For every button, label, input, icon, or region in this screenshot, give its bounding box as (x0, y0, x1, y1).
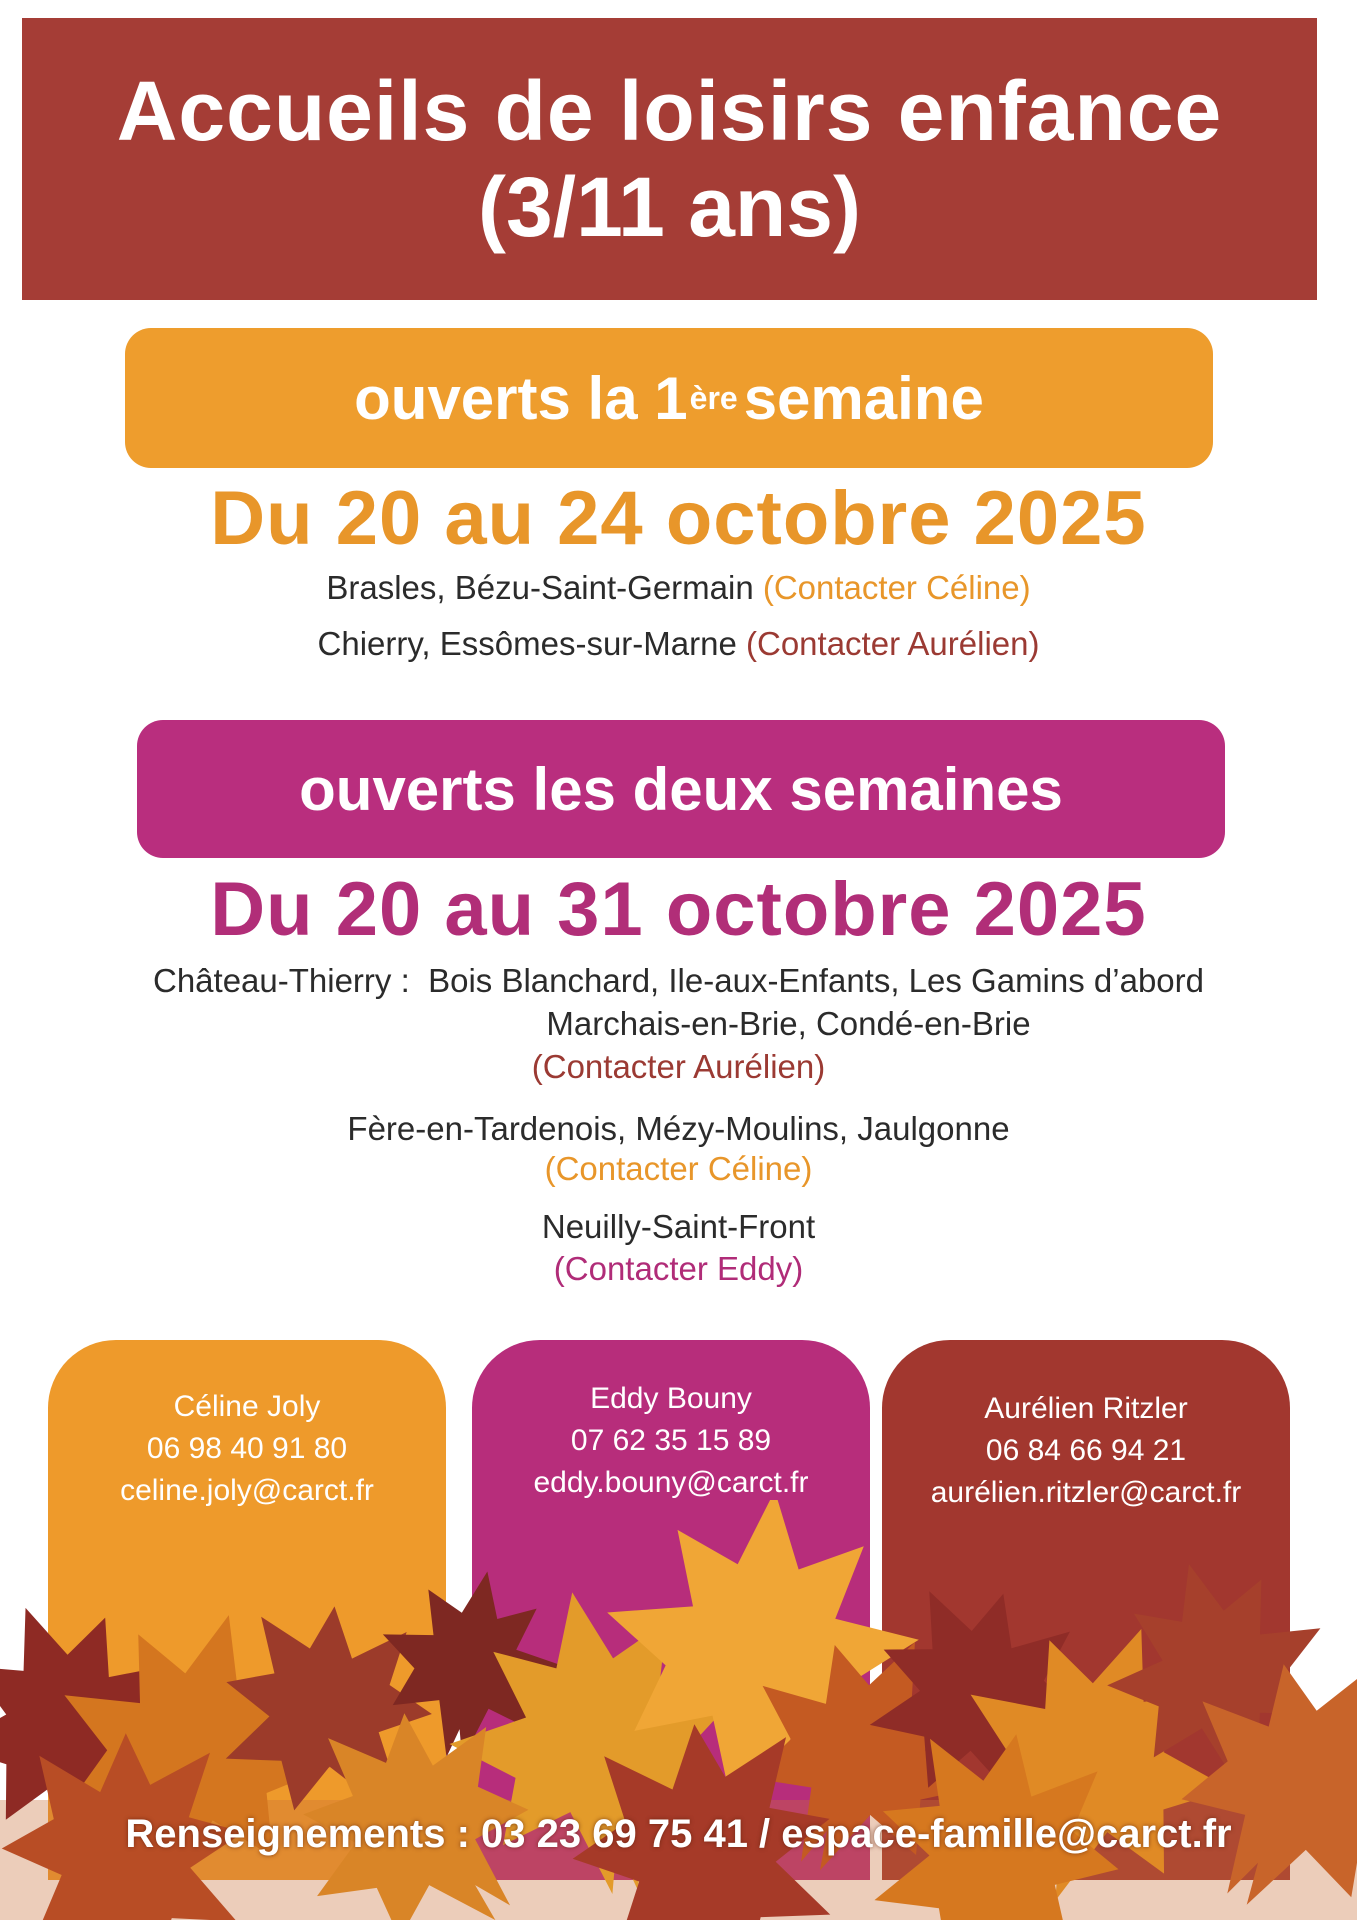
week1-row-1 (0, 569, 1357, 607)
contact-phone: 06 84 66 94 21 (985, 1434, 1187, 1467)
weeks2-group-3-contact: (Contacter Eddy) (553, 1250, 804, 1287)
autumn-leaves-illustration (0, 1500, 1357, 1920)
title-banner (22, 18, 1317, 300)
contact-celine-note: (Contacter Céline) (762, 569, 1031, 606)
towns-text: Brasles, Bézu-Saint-Germain (326, 569, 754, 606)
contact-aurelien-note: (Contacter Aurélien) (746, 625, 1040, 662)
contact-phone: 06 98 40 91 80 (146, 1432, 348, 1465)
footer-info: Renseignements : 03 23 69 75 41 / espace-famille@carct.fr (125, 1812, 1232, 1856)
weeks2-group-2-line1: Fère-en-Tardenois, Mézy-Moulins, Jaulgonne (347, 1110, 1010, 1147)
leaf-cluster (0, 1500, 1357, 1920)
weeks2-label-pill: ouverts les deux semaines (137, 720, 1225, 858)
weeks2-dates: Du 20 au 31 octobre 2025 (210, 867, 1147, 952)
week1-dates: Du 20 au 24 octobre 2025 (210, 476, 1147, 561)
week1-label-pill (125, 328, 1213, 468)
group-prefix: Château-Thierry : (152, 962, 410, 999)
weeks2-group-1-line1 (0, 962, 1357, 1000)
towns-text: Bois Blanchard, Ile-aux-Enfants, Les Gamins d’abord (428, 962, 1204, 999)
weeks2-group-2-contact: (Contacter Céline) (544, 1150, 813, 1187)
contact-email: eddy.bouny@carct.fr (533, 1466, 809, 1499)
contact-email: celine.joly@carct.fr (120, 1474, 374, 1507)
contact-name: Céline Joly (173, 1390, 321, 1423)
week1-row-2 (0, 625, 1357, 663)
contact-name: Eddy Bouny (590, 1382, 752, 1415)
week1-label-suffix: semaine (743, 364, 984, 432)
contact-phone: 07 62 35 15 89 (570, 1424, 772, 1457)
page-title: Accueils de loisirs enfance (116, 64, 1223, 158)
weeks2-group-1-line2: Marchais-en-Brie, Condé-en-Brie (546, 1005, 1031, 1042)
towns-text: Chierry, Essômes-sur-Marne (317, 625, 737, 662)
weeks2-group-3-line1: Neuilly-Saint-Front (541, 1208, 816, 1245)
week1-label-sup: ère (689, 379, 738, 416)
weeks2-group-1-contact: (Contacter Aurélien) (531, 1048, 826, 1085)
page-subtitle: (3/11 ans) (478, 160, 861, 254)
week1-label-prefix: ouverts la 1 (354, 364, 688, 432)
contact-name: Aurélien Ritzler (984, 1392, 1188, 1425)
contact-email: aurélien.ritzler@carct.fr (930, 1476, 1242, 1509)
